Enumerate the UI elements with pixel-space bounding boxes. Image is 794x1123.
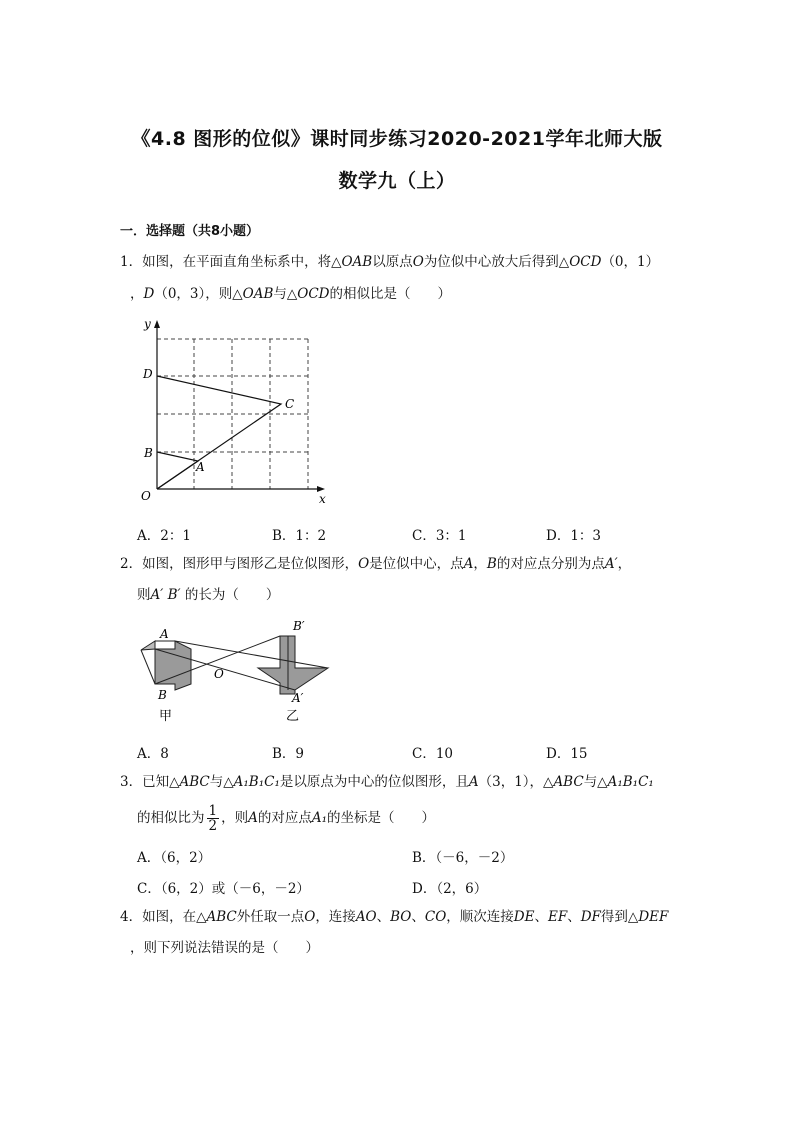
question-4-line-2: ，则下列说法错误的是（ ） <box>130 940 319 956</box>
point-A-label: A <box>196 460 205 474</box>
point-O-label: O <box>141 489 151 503</box>
page-title-line-1: 《4.8 图形的位似》课时同步练习2020-2021学年北师大版 <box>131 128 663 150</box>
point-D-label: D <box>143 367 153 381</box>
question-2-line-1: 2．如图，图形甲与图形乙是位似图形，O是位似中心，点A，B的对应点分别为点A′， <box>120 556 632 572</box>
y-axis-label: y <box>144 317 151 331</box>
question-4-line-1: 4．如图，在△ABC外任取一点O，连接AO、BO、CO，顺次连接DE、EF、DF得到△DEF <box>120 909 669 925</box>
question-2-figure <box>138 616 338 728</box>
question-3-line-2: 的相似比为 $\frac{1}{2}$ ，则A的对应点A₁的坐标是（ ） <box>137 803 436 834</box>
point-B-label: B <box>158 688 167 702</box>
fraction-one-half: $\frac{1}{2}$ <box>208 803 218 834</box>
question-1-line-2: ，D（0，3），则△OAB与△OCD的相似比是（ ） <box>130 286 452 302</box>
q2-option-d[interactable]: D．15 <box>546 746 588 762</box>
q1-option-a[interactable]: A．2：1 <box>137 528 191 544</box>
question-3-line-1: 3．已知△ABC与△A₁B₁C₁是以原点为中心的位似图形，且A（3，1），△ABC与△A₁B₁C₁ <box>120 774 654 790</box>
q3-option-c[interactable]: C．（6，2）或（－6，－2） <box>137 881 310 897</box>
q1-option-c[interactable]: C．3：1 <box>412 528 467 544</box>
question-2-line-2: 则A′ B′ 的长为（ ） <box>137 587 280 603</box>
point-O-label: O <box>214 667 224 681</box>
point-C-label: C <box>285 397 295 411</box>
q1-option-b[interactable]: B．1：2 <box>272 528 327 544</box>
q3-option-a[interactable]: A．（6，2） <box>137 850 212 866</box>
question-1-line-1: 1．如图，在平面直角坐标系中，将△OAB以原点O为位似中心放大后得到△OCD（0，1） <box>120 254 660 270</box>
point-A-label: A <box>160 627 169 641</box>
q3-option-d[interactable]: D．（2，6） <box>412 881 488 897</box>
q2-option-c[interactable]: C．10 <box>412 746 454 762</box>
point-B-prime-label: B′ <box>293 619 305 633</box>
question-1-figure <box>135 312 335 512</box>
point-A-prime-label: A′ <box>292 691 304 705</box>
q1-option-d[interactable]: D．1：3 <box>546 528 602 544</box>
point-B-label: B <box>144 446 153 460</box>
x-axis-label: x <box>319 492 326 506</box>
q2-option-a[interactable]: A．8 <box>137 746 169 762</box>
shape-yi-label: 乙 <box>286 709 300 724</box>
section-heading: 一．选择题（共8小题） <box>120 224 260 239</box>
page-title-line-2: 数学九（上） <box>338 170 456 192</box>
shape-jia-label: 甲 <box>159 709 173 724</box>
q3-option-b[interactable]: B．（－6，－2） <box>412 850 514 866</box>
q2-option-b[interactable]: B．9 <box>272 746 305 762</box>
